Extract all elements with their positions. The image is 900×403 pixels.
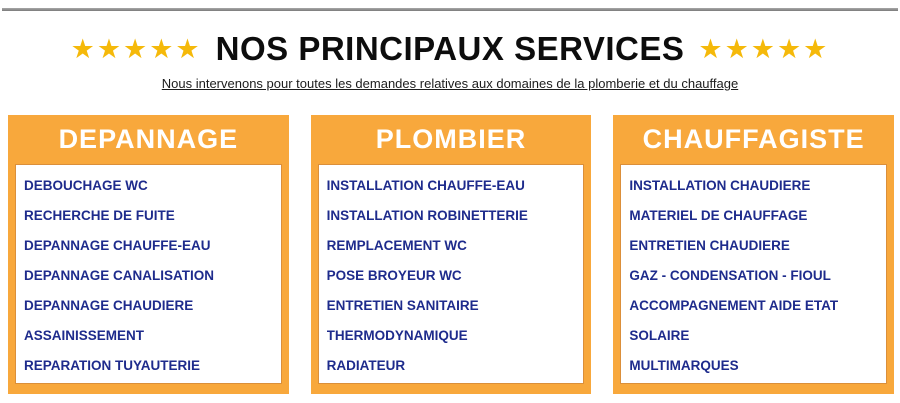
service-card-depannage <box>8 115 289 394</box>
service-cards <box>0 115 900 394</box>
subtitle-row <box>0 75 900 93</box>
service-item: DEPANNAGE CHAUDIERE <box>24 298 194 313</box>
title-row <box>0 30 900 68</box>
service-item: POSE BROYEUR WC <box>326 268 462 283</box>
card-header-depannage: DEPANNAGE <box>58 124 239 154</box>
service-card-chauffagiste <box>613 115 894 394</box>
service-item: DEPANNAGE CANALISATION <box>24 268 215 283</box>
service-item: REPARATION TUYAUTERIE <box>24 358 201 373</box>
star-rating-icons-right: ★★★★★ <box>698 33 830 64</box>
card-body-chauffagiste <box>620 164 887 384</box>
service-item: INSTALLATION ROBINETTERIE <box>326 208 528 223</box>
service-item: ASSAINISSEMENT <box>24 328 145 343</box>
page-title: NOS PRINCIPAUX SERVICES <box>215 30 685 67</box>
service-item: SOLAIRE <box>629 328 690 343</box>
star-rating-icons-left: ★★★★★ <box>70 33 202 64</box>
service-item: DEPANNAGE CHAUFFE-EAU <box>24 238 211 253</box>
card-body-plombier <box>318 164 585 384</box>
service-card-plombier <box>311 115 592 394</box>
service-item: ACCOMPAGNEMENT AIDE ETAT <box>629 298 839 313</box>
card-header-chauffagiste: CHAUFFAGISTE <box>642 124 865 154</box>
service-item: RECHERCHE DE FUITE <box>24 208 175 223</box>
service-item: INSTALLATION CHAUDIERE <box>629 178 811 193</box>
service-item: GAZ - CONDENSATION - FIOUL <box>629 268 831 283</box>
service-item: RADIATEUR <box>326 358 406 373</box>
service-item: MULTIMARQUES <box>629 358 739 373</box>
service-item: INSTALLATION CHAUFFE-EAU <box>326 178 525 193</box>
card-body-depannage <box>15 164 282 384</box>
service-item: THERMODYNAMIQUE <box>326 328 468 343</box>
card-header-plombier: PLOMBIER <box>375 124 527 154</box>
service-item: DEBOUCHAGE WC <box>24 178 148 193</box>
service-item: ENTRETIEN SANITAIRE <box>326 298 479 313</box>
subtitle: Nous intervenons pour toutes les demandes relatives aux domaines de la plomberie et du chauffage <box>161 76 739 91</box>
service-item: REMPLACEMENT WC <box>326 238 467 253</box>
service-item: MATERIEL DE CHAUFFAGE <box>629 208 808 223</box>
service-item: ENTRETIEN CHAUDIERE <box>629 238 790 253</box>
top-divider <box>2 8 898 11</box>
